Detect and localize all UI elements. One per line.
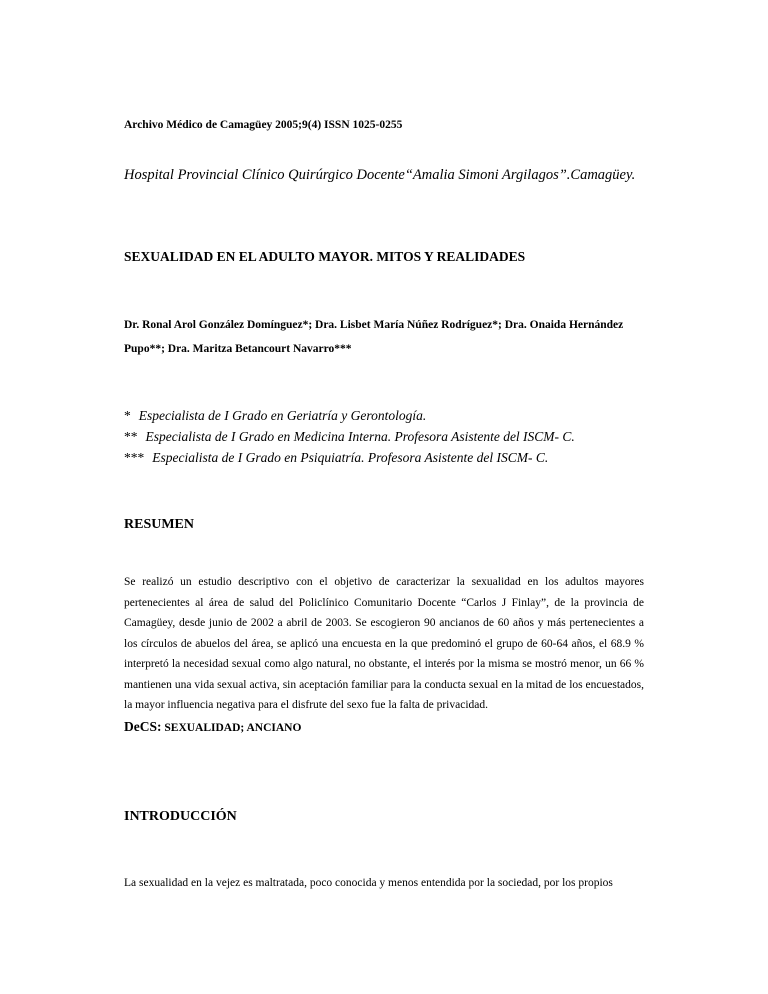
affiliation-text: Especialista de I Grado en Medicina Interna. Profesora Asistente del ISCM- C. xyxy=(145,429,575,444)
affiliation-3 xyxy=(124,447,548,468)
decs-keywords xyxy=(124,719,301,735)
affiliation-mark: * xyxy=(124,408,131,423)
affiliation-text: Especialista de I Grado en Geriatría y Gerontología. xyxy=(138,408,427,423)
affiliation-text: Especialista de I Grado en Psiquiatría. Profesora Asistente del ISCM- C. xyxy=(152,450,549,465)
affiliation-mark: *** xyxy=(124,450,145,465)
resumen-heading: RESUMEN xyxy=(124,517,195,532)
article-title: SEXUALIDAD EN EL ADULTO MAYOR. MITOS Y REALIDADES xyxy=(124,249,526,264)
decs-terms: SEXUALIDAD; ANCIANO xyxy=(164,722,302,734)
authors-list: Dr. Ronal Arol González Domínguez*; Dra. Lisbet María Núñez Rodríguez*; Dra. Onaida Hernández Pupo**; Dra. Maritza Betancourt Navarro*** xyxy=(124,319,624,355)
journal-citation: Archivo Médico de Camagüey 2005;9(4) ISSN 1025-0255 xyxy=(124,119,403,131)
introduccion-heading: INTRODUCCIÓN xyxy=(124,809,237,824)
affiliation-2 xyxy=(124,426,575,447)
abstract-text: Se realizó un estudio descriptivo con el objetivo de caracterizar la sexualidad en los adultos mayores pertenecientes al área de salud del Policlínico Comunitario Docente “Carlos J Finlay”, de la provincia de Camagüey, desde junio de 2002 a abril de 2003. Se escogieron 90 ancianos de 60 años y más pertenecientes a los círculos de abuelos del área, se aplicó una encuesta en la que predominó el grupo de 60-64 años, el 68.9 % interpretó la necesidad sexual como algo natural, no obstante, el interés por la misma se mostró menor, un 66 % mantienen una vida sexual activa, sin aceptación familiar para la conducta sexual en la mitad de los encuestados, la mayor influencia negativa para el disfrute del sexo fue la falta de privacidad. xyxy=(124,576,644,711)
decs-label: DeCS: xyxy=(124,719,162,734)
introduccion-text: La sexualidad en la vejez es maltratada, poco conocida y menos entendida por la sociedad, por los propios xyxy=(124,877,613,889)
affiliation-mark: ** xyxy=(124,429,138,444)
affiliation-1 xyxy=(124,405,426,426)
hospital-name: Hospital Provincial Clínico Quirúrgico Docente“Amalia Simoni Argilagos”.Camagüey. xyxy=(124,167,636,183)
